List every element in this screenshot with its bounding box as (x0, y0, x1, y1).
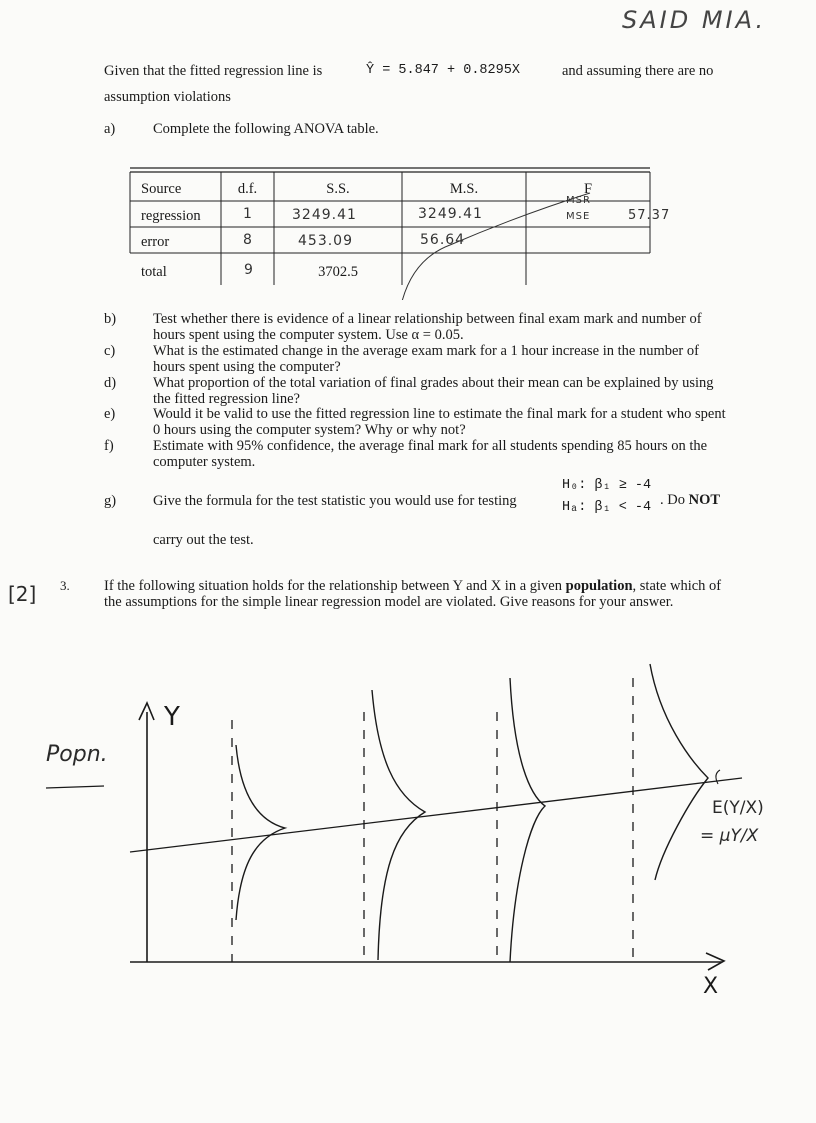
y-axis-label: Y (164, 702, 180, 732)
student-name: SAID MIA. (622, 6, 767, 34)
question-d-label: d) (104, 375, 117, 391)
question-g-line2: carry out the test. (153, 532, 254, 548)
question-g-suffix-pre: . Do (660, 492, 689, 508)
intro-prefix: Given that the fitted regression line is (104, 63, 323, 79)
anova-header-source: Source (141, 181, 182, 197)
question-a-text: Complete the following ANOVA table. (153, 121, 379, 137)
question-e-text: Would it be valid to use the fitted regression line to estimate the final mark for a student who spent 0 hours using the computer system? Why or why not? (153, 406, 726, 438)
question-b-text: Test whether there is evidence of a linear relationship between final exam mark and number of hours spent using the computer system. Use α = 0.05. (153, 311, 702, 343)
anova-f-annotation-top: MSR (566, 195, 591, 206)
anova-df-error: 8 (243, 232, 253, 248)
hypothesis-null: H₀: β₁ ≥ -4 (562, 478, 652, 493)
figure-dashed-guides (232, 678, 633, 962)
anova-grid (0, 0, 816, 300)
q3-text-post: , state which of the assumptions for the simple linear regression model are violated. Give reasons for your answer. (104, 578, 722, 610)
anova-header-df: d.f. (237, 181, 258, 197)
figure-distribution-curves (236, 664, 708, 962)
anova-ms-regression: 3249.41 (418, 206, 483, 222)
regression-line-label-mu: = μY/X (700, 826, 759, 846)
anova-header-ss: S.S. (326, 181, 350, 197)
q3-number: 3. (60, 578, 70, 593)
question-e-label: e) (104, 406, 116, 422)
anova-table (0, 0, 816, 300)
question-g-not: NOT (688, 492, 721, 508)
question-g-text: Give the formula for the test statistic you would use for testing (153, 493, 517, 509)
regression-line-label: E(Y/X) (712, 798, 764, 818)
anova-f-value: 57.37 (628, 208, 671, 223)
question-c-text: What is the estimated change in the average exam mark for a 1 hour increase in the number of hours spent using the computer? (153, 343, 699, 375)
anova-ss-regression: 3249.41 (292, 207, 357, 223)
figure-axes (46, 703, 742, 970)
anova-header-ms: M.S. (449, 181, 479, 197)
anova-source-regression: regression (141, 208, 201, 224)
q3-mark: [2] (8, 582, 37, 606)
anova-source-error: error (141, 234, 170, 250)
q3-text (104, 578, 734, 610)
question-f-text: Estimate with 95% confidence, the average final mark for all students spending 85 hours on the computer system. (153, 438, 708, 470)
q3-text-bold: population (565, 578, 633, 594)
anova-ss-total: 3702.5 (318, 264, 358, 280)
x-axis-label: X (703, 974, 719, 999)
question-g-label: g) (104, 493, 117, 509)
question-b-label: b) (104, 311, 117, 327)
anova-header-f: F (583, 181, 593, 197)
intro-suffix: and assuming there are no (562, 63, 714, 79)
anova-source-total: total (141, 264, 167, 280)
question-f-label: f) (104, 438, 114, 454)
anova-df-regression: 1 (243, 206, 253, 222)
question-g-suffix (660, 492, 720, 508)
regression-equation: Ŷ = 5.847 + 0.8295X (366, 63, 520, 78)
q3-text-pre: If the following situation holds for the relationship between Y and X in a given (104, 578, 566, 594)
popn-label: Popn. (46, 742, 108, 767)
anova-ms-error: 56.64 (420, 232, 466, 248)
question-d-text: What proportion of the total variation of final grades about their mean can be explained by using the fitted regression line? (153, 375, 714, 407)
anova-ss-error: 453.09 (298, 233, 353, 249)
question-a-label: a) (104, 121, 116, 137)
anova-df-total: 9 (244, 262, 254, 278)
intro-line2: assumption violations (104, 89, 231, 105)
hypothesis-alt: Hₐ: β₁ < -4 (562, 500, 652, 515)
question-c-label: c) (104, 343, 116, 359)
anova-f-annotation-bottom: MSE (566, 211, 591, 222)
